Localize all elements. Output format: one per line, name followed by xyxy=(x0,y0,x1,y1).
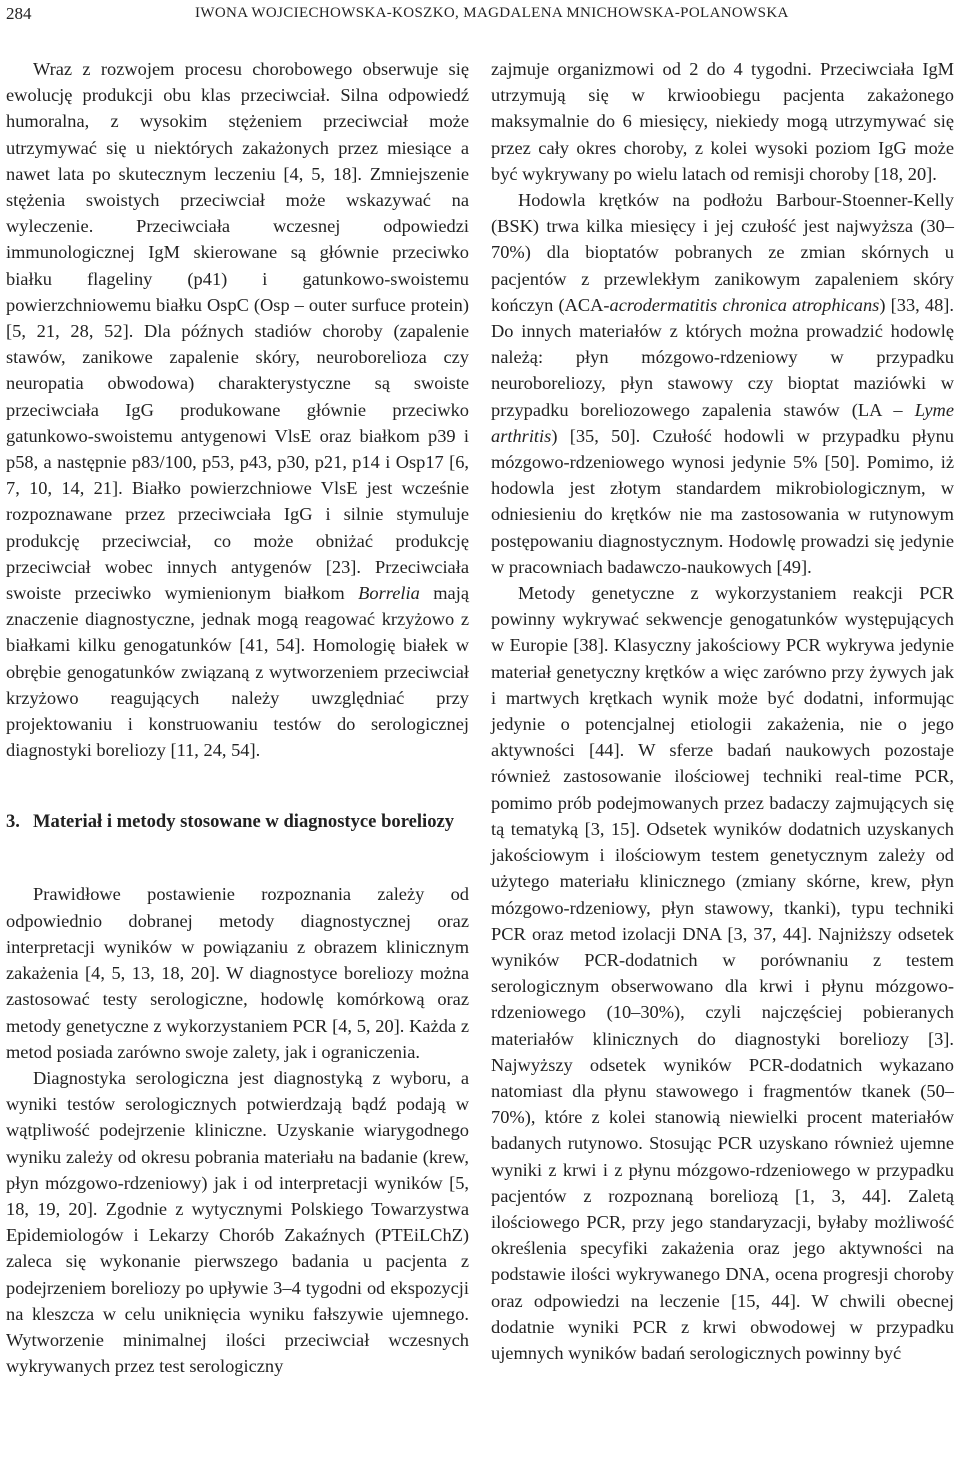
italic-term-aca: acrodermatitis chronica atrophicans xyxy=(609,294,880,315)
italic-term-borrelia: Borrelia xyxy=(358,583,420,604)
paragraph-text: Wraz z rozwojem procesu chorobowego obserwuje się ewolucję produkcji obu klas przeciwciał. Silna odpowiedź humoralna, z wysokim stężeniem przeciwciał może utrzymywać się u niektórych zakażonych przez miesiące a nawet lata po skutecznym leczeniu [4, 5, 18]. Zmniejszenie stężenia swoistych przeciwciał może wskazywać na wyleczenie. Przeciwciała wczesnej odpowiedzi immunologicznej IgM skierowane są głównie przeciwko białku flageliny (p41) i gatunkowo-swoistemu powierzchniowemu białku OspC (Osp – outer surfuce protein) [5, 21, 28, 52]. Dla późnych stadiów choroby (zapalenie stawów, zanikowe zapalenie skóry, neuroborelioza czy neuropatia obwodowa) charakterystyczne są swoiste przeciwciała IgG produkowane głównie przeciwko gatunkowo-swoistemu antygenowi VlsE oraz białkom p39 i p58, a następnie p83/100, p53, p43, p30, p21, p14 i Osp17 [6, 7, 10, 14, 21]. Białko powierzchniowe VlsE jest wcześnie rozpoznawane przez przeciwciała IgG i silnie stymuluje produkcję przeciwciał, co może obniżać produkcję przeciwciał wobec innych antygenów [23]. Przeciwciała swoiste przeciwko wymienionym białkom xyxy=(6,59,469,604)
right-column xyxy=(491,56,954,1366)
paragraph-antibody-evolution xyxy=(6,56,469,763)
section-title: Materiał i metody stosowane w diagnostyce boreliozy xyxy=(33,811,455,833)
page-header xyxy=(0,0,960,40)
italic-term-lyme-arthritis: Lyme arthritis xyxy=(491,399,954,446)
left-column xyxy=(6,56,469,1379)
section-number: 3. xyxy=(6,811,20,833)
paragraph-genetic-methods: Metody genetyczne z wykorzystaniem reakcji PCR powinny wykrywać sekwencje genogatunków występujących w Europie [38]. Klasyczny jakościowy PCR wykrywa jedynie materiał genetyczny krętków a więc zarówno przy żywych jak i martwych krętkach wynik może być dodatni, informując jedynie o potencjalnej etiologii zakażenia, nie o jego aktywności [44]. W sferze badań naukowych pozostaje również zastosowanie ilościowej techniki real-time PCR, pomimo prób podejmowanych przez badaczy zajmujących się tą tematyką [3, 15]. Odsetek wyników dodatnich uzyskanych jakościowym i ilościowym testem genetycznym zależy od użytego materiału klinicznego (zmiany skórne, krew, płyn mózgowo-rdzeniowy, płyn stawowy, tkanki), typu techniki PCR oraz metod izolacji DNA [3, 37, 44]. Najniższy odsetek wyników PCR-dodatnich w porównaniu z testem serologicznym obserwowano dla krwi i płynu mózgowo-rdzeniowego (10–30%), czyli najczęściej pobieranych materiałów klinicznych do diagnostyki boreliozy [3]. Najwyższy odsetek wyników PCR-dodatnich wykazano natomiast dla płynu stawowego i fragmentów tkanek (50–70%), które z kolei stanowią niewielki procent materiałów badanych rutynowo. Stosując PCR uzyskano również ujemne wyniki z krwi i z płynu mózgowo-rdzeniowego w przypadku pacjentów z rozpoznaną boreliozą [1, 3, 44]. Zaletą ilościowego PCR, przy jego standaryzacji, byłaby możliwość określenia specyfiki zakażenia oraz jego aktywności na podstawie ilości wykrywanego DNA, ocena progresji choroby oraz odpowiedzi na leczenie [15, 44]. W chwili obecnej dodatnie wyniki PCR z krwi obwodowej w przypadku ujemnych wyników badań serologicznych powinny być xyxy=(491,583,954,1363)
paragraph-continuation: zajmuje organizmowi od 2 do 4 tygodni. Przeciwciała IgM utrzymują się w krwioobiegu pacjenta zakażonego maksymalnie do 6 miesięcy, niekiedy mogą utrzymywać się przez cały okres choroby, z kolei wysoki poziom IgG może być wykrywany po wielu latach od remisji choroby [18, 20]. xyxy=(491,59,954,184)
paragraph-text: ) [35, 50]. Czułość hodowli w przypadku płynu mózgowo-rdzeniowego wynosi jedynie 5% [50]. Pomimo, iż hodowla jest złotym standardem mikrobiologicznym, w odniesieniu do krętków nie ma zastosowania w rutynowym postępowaniu diagnostycznym. Hodowlę prowadzi się jedynie w pracowniach badawczo-naukowych [49]. xyxy=(491,425,954,577)
section-heading xyxy=(6,809,469,835)
paragraph-text: ) [33, 48]. Do innych materiałów z których można prowadzić hodowlę należą: płyn mózgowo-rdzeniowy w przypadku neuroboreliozy, płyn stawowy czy bioptat maziówki w przypadku boreliozowego zapalenia stawów (LA – xyxy=(491,294,955,420)
paragraph-serological-diagnostics: Diagnostyka serologiczna jest diagnostyką z wyboru, a wyniki testów serologicznych potwierdzają bądź podają w wątpliwość podejrzenie kliniczne. Uzyskanie wiarygodnego wyniku zależy od okresu pobrania materiału na badanie (krew, płyn mózgowo-rdzeniowy) jak i od interpretacji wyników [5, 18, 19, 20]. Zgodnie z wytycznymi Polskiego Towarzystwa Epidemiologów i Lekarzy Chorób Zakaźnych (PTEiLChZ) zaleca się wykonanie pierwszego badania u pacjenta z podejrzeniem boreliozy po upływie 3–4 tygodni od ekspozycji na kleszcza w celu uniknięcia wyniku fałszywie ujemnego. Wytworzenie minimalnej ilości przeciwciał wczesnych wykrywanych przez test serologiczny xyxy=(6,1067,469,1377)
paragraph-culture xyxy=(491,187,954,580)
running-head-authors: IWONA WOJCIECHOWSKA-KOSZKO, MAGDALENA MNICHOWSKA-POLANOWSKA xyxy=(195,5,789,21)
paragraph-text: Hodowla krętków na podłożu Barbour-Stoenner-Kelly (BSK) trwa kilka miesięcy i jej czułość jest najwyższa (30–70%) dla bioptatów pobranych ze zmian skórnych u pacjentów z przewlekłym zanikowym zapaleniem skóry kończyn (ACA- xyxy=(491,190,954,315)
page-number: 284 xyxy=(6,4,32,23)
paragraph-text: mają znaczenie diagnostyczne, jednak mogą reagować krzyżowo z białkami kilku genogatunków [41, 54]. Homologię białek w obrębie genogatunków związaną z wytworzeniem przeciwciał krzyżowo reagujących należy uwzględniać przy projektowaniu i konstruowaniu testów do serologicznej diagnostyki boreliozy [11, 24, 54]. xyxy=(6,583,469,761)
paragraph-diagnosis-methods: Prawidłowe postawienie rozpoznania zależy od odpowiednio dobranej metody diagnostycznej oraz interpretacji wyników w powiązaniu z obrazem klinicznym zakażenia [4, 5, 13, 18, 20]. W diagnostyce boreliozy można zastosować testy serologiczne, hodowlę komórkową oraz metody genetyczne z wykorzystaniem PCR [4, 5, 20]. Każda z metod posiada zarówno swoje zalety, jak i ograniczenia. xyxy=(6,884,469,1062)
